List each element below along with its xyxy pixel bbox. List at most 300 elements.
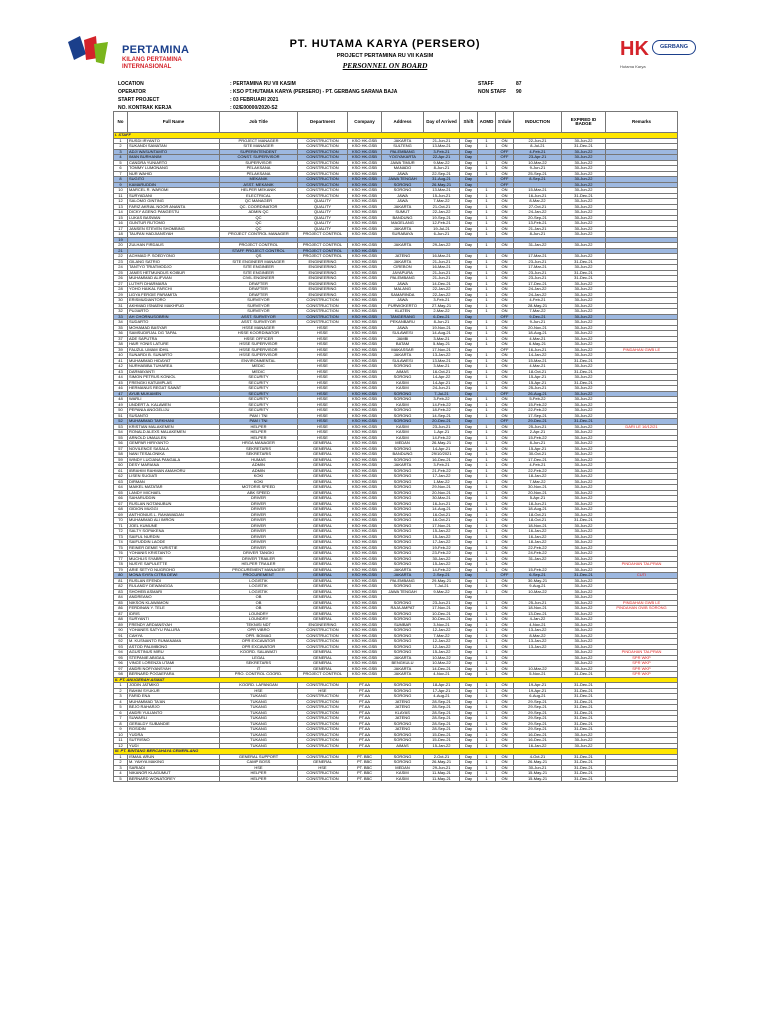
table-cell: KSO HK-GSB	[348, 336, 382, 342]
table-cell: 13-Jan-22	[424, 353, 460, 359]
table-cell: CONST. SUPERVISOR	[220, 155, 298, 161]
table-cell: ON	[496, 578, 514, 584]
table-cell: NURHABIBA TUHAREA	[128, 364, 220, 370]
table-cell: ACHMAD P. SOEDYONO	[128, 254, 220, 260]
table-cell: SORONG	[382, 644, 424, 650]
table-cell: 26-May-21	[424, 182, 460, 188]
table-cell: 30-Jun-22	[562, 474, 606, 480]
table-cell: 14-Sep-21	[424, 413, 460, 419]
table-cell: TUKANG	[220, 738, 298, 744]
table-cell: 30-Jun-22	[562, 463, 606, 469]
table-cell: 95	[114, 655, 128, 661]
table-cell: 30-Jun-22	[562, 655, 606, 661]
table-cell: 31-Dec-21	[562, 683, 606, 689]
table-cell: ON	[496, 292, 514, 298]
table-cell: ON	[496, 661, 514, 667]
table-cell: KSO HK-GSB	[348, 292, 382, 298]
table-cell: HSSE	[298, 369, 348, 375]
table-cell: Day	[460, 666, 478, 672]
table-cell: 30-Jun-22	[562, 232, 606, 238]
table-cell: KSO HK-GSB	[348, 358, 382, 364]
table-cell: 16-Jan-22	[514, 529, 562, 535]
table-cell: SUKANDI SAMATAN	[128, 144, 220, 150]
table-cell: 1	[478, 655, 496, 661]
table-cell: KSO HK-GSB	[348, 210, 382, 216]
table-cell: SORONG	[382, 556, 424, 562]
table-cell: 31-Jan-22	[514, 556, 562, 562]
table-cell: 4-Mar-21	[514, 364, 562, 370]
table-cell: 1	[478, 705, 496, 711]
table-cell: 17-Nov-21	[424, 347, 460, 353]
table-cell: TANTYO TRIATMODJO	[128, 265, 220, 271]
table-cell: JAMBI	[382, 336, 424, 342]
table-cell: KSO HK-GSB	[348, 611, 382, 617]
table-cell: 4-Nov-21	[424, 672, 460, 678]
table-cell: 14-Apr-21	[424, 380, 460, 386]
table-cell: 4-Oct-21	[514, 754, 562, 760]
table-cell: 14-Dec-21	[424, 666, 460, 672]
table-cell: 1	[478, 534, 496, 540]
table-cell: SAIFUDDIN LAODE	[128, 540, 220, 546]
table-cell: 68	[114, 507, 128, 513]
table-cell: 30-Jun-22	[562, 468, 606, 474]
table-cell: 23-Apr-21	[514, 155, 562, 161]
table-cell: 16-Dec-21	[514, 738, 562, 744]
table-cell: 12	[114, 199, 128, 205]
table-cell: 30-Jun-22	[562, 485, 606, 491]
table-cell: PROJECT CONTROL	[298, 672, 348, 678]
table-row	[114, 776, 678, 782]
column-header: Address	[382, 112, 424, 133]
table-cell: CUTI	[606, 573, 678, 579]
table-cell: AIMAS	[382, 369, 424, 375]
table-cell: HELPER	[220, 776, 298, 782]
table-cell: SECURITY	[220, 408, 298, 414]
table-cell: 1	[478, 413, 496, 419]
table-cell: HELPER	[220, 435, 298, 441]
table-cell: QUALITY	[298, 204, 348, 210]
table-cell: ON	[496, 468, 514, 474]
table-cell: 39	[114, 347, 128, 353]
info-row	[118, 88, 397, 96]
table-cell: 22-Feb-22	[514, 408, 562, 414]
table-cell: Day	[460, 518, 478, 524]
table-cell: MUHAMMAD ALIFVIAN	[128, 276, 220, 282]
table-cell: 1	[478, 699, 496, 705]
table-cell: HSSE MANAGER	[220, 325, 298, 331]
table-cell: VINCE LORENZA UTAMI	[128, 661, 220, 667]
table-cell: Day	[460, 523, 478, 529]
table-cell: SIMON PETRUS KONIOL	[128, 375, 220, 381]
table-cell: KSO HK-GSB	[348, 226, 382, 232]
table-cell: ON	[496, 479, 514, 485]
table-cell: PT.AA	[348, 705, 382, 711]
table-cell: SITE ENGINEER	[220, 270, 298, 276]
table-cell: 1	[478, 518, 496, 524]
table-cell: 1	[478, 204, 496, 210]
table-cell: ON	[496, 655, 514, 661]
table-cell: 9-Jun-21	[514, 166, 562, 172]
table-cell: MARCEL R. WAROMI	[128, 188, 220, 194]
table-cell: QUALITY	[298, 226, 348, 232]
table-cell: Day	[460, 380, 478, 386]
table-cell: SORONG	[382, 391, 424, 397]
table-cell: LUTHFI DHARMARA	[128, 281, 220, 287]
table-cell: KSO HK-GSB	[348, 672, 382, 678]
table-cell: PALEMBANG	[382, 578, 424, 584]
table-cell: 13-Dec-21	[514, 611, 562, 617]
table-cell: Day	[460, 188, 478, 194]
table-cell: SUMUT	[382, 210, 424, 216]
table-cell: Day	[460, 606, 478, 612]
table-cell: SORONG	[382, 683, 424, 689]
table-cell: KSO HK-GSB	[348, 171, 382, 177]
table-cell: 31-Dec-21	[562, 705, 606, 711]
table-cell: Day	[460, 342, 478, 348]
table-cell: JAWA TIMUR	[382, 160, 424, 166]
table-cell: ON	[496, 540, 514, 546]
table-cell: KSO HK-GSB	[348, 248, 382, 254]
table-cell: 1	[114, 683, 128, 689]
table-cell: Day	[460, 199, 478, 205]
table-cell: 30-Jun-22	[562, 199, 606, 205]
table-cell: 7-Jul-21	[424, 584, 460, 590]
table-cell: BEJO RAHARJO	[128, 705, 220, 711]
pertamina-logo-name: PERTAMINA	[122, 44, 190, 56]
table-cell: 30-Jun-22	[562, 243, 606, 249]
table-cell: KSO HK-GSB	[348, 265, 382, 271]
table-cell: 30-Jun-22	[562, 292, 606, 298]
table-cell: 1	[478, 727, 496, 733]
table-cell: JAKARTA	[382, 567, 424, 573]
table-cell: 30-Jun-22	[562, 644, 606, 650]
table-cell: ANDRI YULIANTO	[128, 710, 220, 716]
table-cell: PEKANBARU	[382, 320, 424, 326]
table-cell: 9-Mar-22	[424, 160, 460, 166]
table-cell: MEDAN	[382, 765, 424, 771]
table-cell: 1	[478, 672, 496, 678]
table-cell: 1	[478, 738, 496, 744]
table-cell: SORONG	[382, 518, 424, 524]
table-cell: ISMAIL ARUN	[128, 754, 220, 760]
table-cell: 30	[114, 298, 128, 304]
table-cell: 7-Mar-22	[514, 479, 562, 485]
table-cell: 13-Mar-21	[424, 144, 460, 150]
table-cell: 28-Sep-21	[424, 705, 460, 711]
table-cell: SORONG	[382, 688, 424, 694]
table-cell: KSO HK-GSB	[348, 507, 382, 513]
table-cell: CIREBON	[382, 265, 424, 271]
table-header	[114, 112, 678, 133]
table-cell: 30-Jun-22	[562, 732, 606, 738]
table-cell: 19-Nov-21	[424, 325, 460, 331]
table-cell: BANDUNG	[382, 215, 424, 221]
table-cell: 15-Jan-22	[424, 650, 460, 656]
table-cell: KSO HK-GSB	[348, 144, 382, 150]
table-cell: NUSYE SAPULETTE	[128, 562, 220, 568]
table-cell: 1	[478, 501, 496, 507]
table-cell: SORONG	[382, 446, 424, 452]
table-cell: 8-Jun-21	[424, 320, 460, 326]
table-cell: Day	[460, 485, 478, 491]
table-cell: GENERAL	[298, 611, 348, 617]
table-cell: JAWA	[382, 193, 424, 199]
table-cell: PELAKSANA	[220, 166, 298, 172]
table-cell: 15-Apr-21	[514, 375, 562, 381]
table-cell: 38	[114, 342, 128, 348]
table-cell: 45	[114, 380, 128, 386]
table-cell: 30-Jun-22	[562, 446, 606, 452]
table-cell: 29-Dec-21	[514, 419, 562, 425]
table-cell: 72	[114, 529, 128, 535]
table-cell: 10-Mar-22	[424, 661, 460, 667]
table-cell: 10-Mar-22	[424, 655, 460, 661]
table-cell: SPR WKP	[606, 666, 678, 672]
table-cell: 1	[478, 160, 496, 166]
table-cell: SORONG	[382, 397, 424, 403]
section-title: III. PT. BINTANG BERCAHAYA CEMERLANG	[114, 749, 678, 755]
table-cell: 86	[114, 606, 128, 612]
table-cell: 30-Jun-22	[562, 600, 606, 606]
table-cell: 2-Apr-21	[514, 430, 562, 436]
table-cell: KASIM	[382, 402, 424, 408]
table-cell: 23-Jun-21	[514, 270, 562, 276]
table-cell: 32	[114, 309, 128, 315]
table-cell: 40	[114, 353, 128, 359]
table-cell: ERISMUDIANTORO	[128, 298, 220, 304]
table-cell: ON	[496, 523, 514, 529]
table-cell: 1	[478, 611, 496, 617]
table-cell: 30-Jun-22	[562, 666, 606, 672]
table-cell: Day	[460, 336, 478, 342]
table-cell: 17-Jan-22	[424, 474, 460, 480]
table-cell: 17-Dec-21	[514, 457, 562, 463]
table-cell: 31-Dec-21	[562, 259, 606, 265]
table-cell: Day	[460, 765, 478, 771]
table-cell: 1	[478, 468, 496, 474]
table-cell: PT.AA	[348, 738, 382, 744]
table-cell: 30-Jun-22	[562, 452, 606, 458]
table-cell: PALEMBANG	[382, 276, 424, 282]
table-cell: 26-May-21	[424, 760, 460, 766]
table-cell: DESY MARIANA	[128, 463, 220, 469]
table-cell: CONSTRUCTION	[298, 639, 348, 645]
table-cell: 5-Apr-21	[514, 496, 562, 502]
column-header: Day of Arrived	[424, 112, 460, 133]
table-cell: 30-Jun-22	[562, 402, 606, 408]
table-cell: SORONG	[382, 375, 424, 381]
table-cell: DRIVER	[220, 540, 298, 546]
table-cell: 30-Dec-21	[424, 617, 460, 623]
table-cell: MONA SYIFA CITRA DEWI	[128, 573, 220, 579]
column-header: Full Name	[128, 112, 220, 133]
table-cell: 31-Dec-21	[562, 419, 606, 425]
table-cell: JAKARTA	[382, 138, 424, 144]
table-cell: KSO HK-GSB	[348, 534, 382, 540]
table-cell: 4-Mar-21	[514, 336, 562, 342]
table-cell: ON	[496, 320, 514, 326]
table-cell: DRIVER	[220, 523, 298, 529]
table-cell: 30-Jun-22	[562, 523, 606, 529]
table-cell: CONSTRUCTION	[298, 149, 348, 155]
table-cell: KSO HK-GSB	[348, 512, 382, 518]
table-cell: 16	[114, 221, 128, 227]
table-cell: ON	[496, 446, 514, 452]
table-cell: 83	[114, 589, 128, 595]
table-cell: 9	[114, 182, 128, 188]
table-cell: ENVIRONMENTAL	[220, 358, 298, 364]
table-cell: 22-Feb-22	[514, 468, 562, 474]
table-cell: 30-Jun-22	[562, 166, 606, 172]
table-cell: 21-Jun-21	[424, 276, 460, 282]
table-cell: Day	[460, 287, 478, 293]
table-cell: KSO HK-GSB	[348, 413, 382, 419]
table-cell: Day	[460, 584, 478, 590]
table-cell: SORONG	[382, 507, 424, 513]
table-cell: ON	[496, 501, 514, 507]
table-cell: 13-Mar-21	[424, 188, 460, 194]
table-cell: ON	[496, 430, 514, 436]
table-cell: 1	[478, 226, 496, 232]
table-cell: Day	[460, 430, 478, 436]
table-cell: 29-Sep-21	[514, 699, 562, 705]
table-cell: 17-Mar-21	[514, 254, 562, 260]
table-cell: 13-Jan-22	[514, 639, 562, 645]
table-cell: 5	[114, 776, 128, 782]
table-cell: 14-Apr-21	[424, 446, 460, 452]
table-cell: GENERAL	[298, 512, 348, 518]
table-cell: 29	[114, 292, 128, 298]
table-cell: 30-Jun-22	[562, 628, 606, 634]
table-cell: 7-Mar-22	[424, 199, 460, 205]
table-cell: 31-Dec-21	[562, 672, 606, 678]
table-cell: Day	[460, 204, 478, 210]
table-cell: ON	[496, 457, 514, 463]
table-cell: 7	[114, 716, 128, 722]
table-cell: HELPER	[220, 771, 298, 777]
table-cell: 15	[114, 215, 128, 221]
table-cell: SECURITY	[220, 380, 298, 386]
table-cell: KSO HK-GSB	[348, 353, 382, 359]
table-cell: 18-Aug-21	[514, 331, 562, 337]
table-cell: LOGISTIK	[220, 584, 298, 590]
table-cell: YOGYAKARTA	[382, 155, 424, 161]
table-cell: CONSTRUCTION	[298, 771, 348, 777]
table-cell: Day	[460, 622, 478, 628]
table-cell: 31-Dec-21	[562, 776, 606, 782]
table-cell: ENGINEERING	[298, 265, 348, 271]
table-cell: 1	[478, 424, 496, 430]
table-cell: KSO HK-GSB	[348, 369, 382, 375]
table-cell: NANI TESALONIKA	[128, 452, 220, 458]
table-cell: 1	[478, 606, 496, 612]
table-cell: 43	[114, 369, 128, 375]
table-cell: SAHARUDDIN	[128, 496, 220, 502]
table-cell: ON	[496, 364, 514, 370]
table-cell: KSO HK-GSB	[348, 188, 382, 194]
table-cell: 14-Dec-21	[424, 281, 460, 287]
table-cell: BERNARD POGAEFARA	[128, 672, 220, 678]
table-cell: ON	[496, 408, 514, 414]
table-cell: GENERAL	[298, 666, 348, 672]
table-cell: ENGINEERING	[298, 276, 348, 282]
table-cell: ON	[496, 270, 514, 276]
table-cell: FRENGKI KATUMPLAS	[128, 380, 220, 386]
table-cell: OFF	[496, 182, 514, 188]
table-body	[114, 133, 678, 782]
table-cell: HSSE	[298, 408, 348, 414]
hk-logo-caption: Hutama Karya	[620, 64, 646, 69]
table-cell: SAIFUL NURDIN	[128, 534, 220, 540]
table-cell: 1	[478, 716, 496, 722]
table-cell: JAWA	[382, 281, 424, 287]
table-cell: 49	[114, 402, 128, 408]
column-header: Shift	[460, 112, 478, 133]
table-cell: 14	[114, 210, 128, 216]
table-cell: 1	[478, 325, 496, 331]
table-cell: 29-Nov-21	[424, 485, 460, 491]
table-cell: 11-May-21	[424, 771, 460, 777]
table-cell: SORONG	[382, 457, 424, 463]
table-cell: ON	[496, 699, 514, 705]
table-cell: 16-Oct-21	[424, 512, 460, 518]
table-cell: Day	[460, 226, 478, 232]
table-cell: 15-Dec-21	[424, 738, 460, 744]
table-cell: ON	[496, 325, 514, 331]
table-cell: 1	[478, 551, 496, 557]
table-cell: HSE	[298, 765, 348, 771]
table-cell: SUSANTO	[128, 413, 220, 419]
table-cell: 24	[114, 265, 128, 271]
table-cell: MEDIC	[220, 369, 298, 375]
table-cell: 13-Feb-21	[514, 221, 562, 227]
table-cell: 6-Aug-21	[514, 694, 562, 700]
table-cell: 2	[114, 760, 128, 766]
table-cell: HSSE SUPERVISOR	[220, 353, 298, 359]
table-cell: 31-Dec-21	[562, 716, 606, 722]
table-cell: 24-Jan-22	[514, 292, 562, 298]
table-cell: PT.AA	[348, 694, 382, 700]
table-cell: SECURITY	[220, 397, 298, 403]
table-cell: RUSLAN NOTANUBUN	[128, 501, 220, 507]
table-cell: Day	[460, 617, 478, 623]
table-cell: 8-Mar-22	[514, 199, 562, 205]
table-cell: 50	[114, 408, 128, 414]
table-cell: Day	[460, 551, 478, 557]
table-cell: ON	[496, 342, 514, 348]
table-cell: JAKARTA	[382, 243, 424, 249]
table-cell: 17-Nov-21	[424, 606, 460, 612]
table-cell: LOUNDRY	[220, 611, 298, 617]
table-cell: 30-Jun-22	[562, 386, 606, 392]
table-cell: DRIVER	[220, 496, 298, 502]
table-cell: KOORD. LAPANGAN	[220, 683, 298, 689]
table-cell: DRIVER TANGKI	[220, 551, 298, 557]
table-cell: GENERAL	[298, 650, 348, 656]
table-cell: HSSE	[298, 364, 348, 370]
table-cell: NIKSON KLAWAMON	[128, 600, 220, 606]
table-cell: KSO HK-GSB	[348, 501, 382, 507]
table-cell: 30-Jun-22	[562, 743, 606, 749]
table-cell: 30-Jun-22	[562, 265, 606, 271]
table-cell: Day	[460, 655, 478, 661]
table-cell: 1	[478, 622, 496, 628]
table-cell: 9-Mar-22	[424, 589, 460, 595]
table-cell: KSO HK-GSB	[348, 138, 382, 144]
table-cell: SORONG	[382, 496, 424, 502]
table-cell: 15-Jan-22	[424, 529, 460, 535]
table-cell: ENGINEERING	[298, 292, 348, 298]
